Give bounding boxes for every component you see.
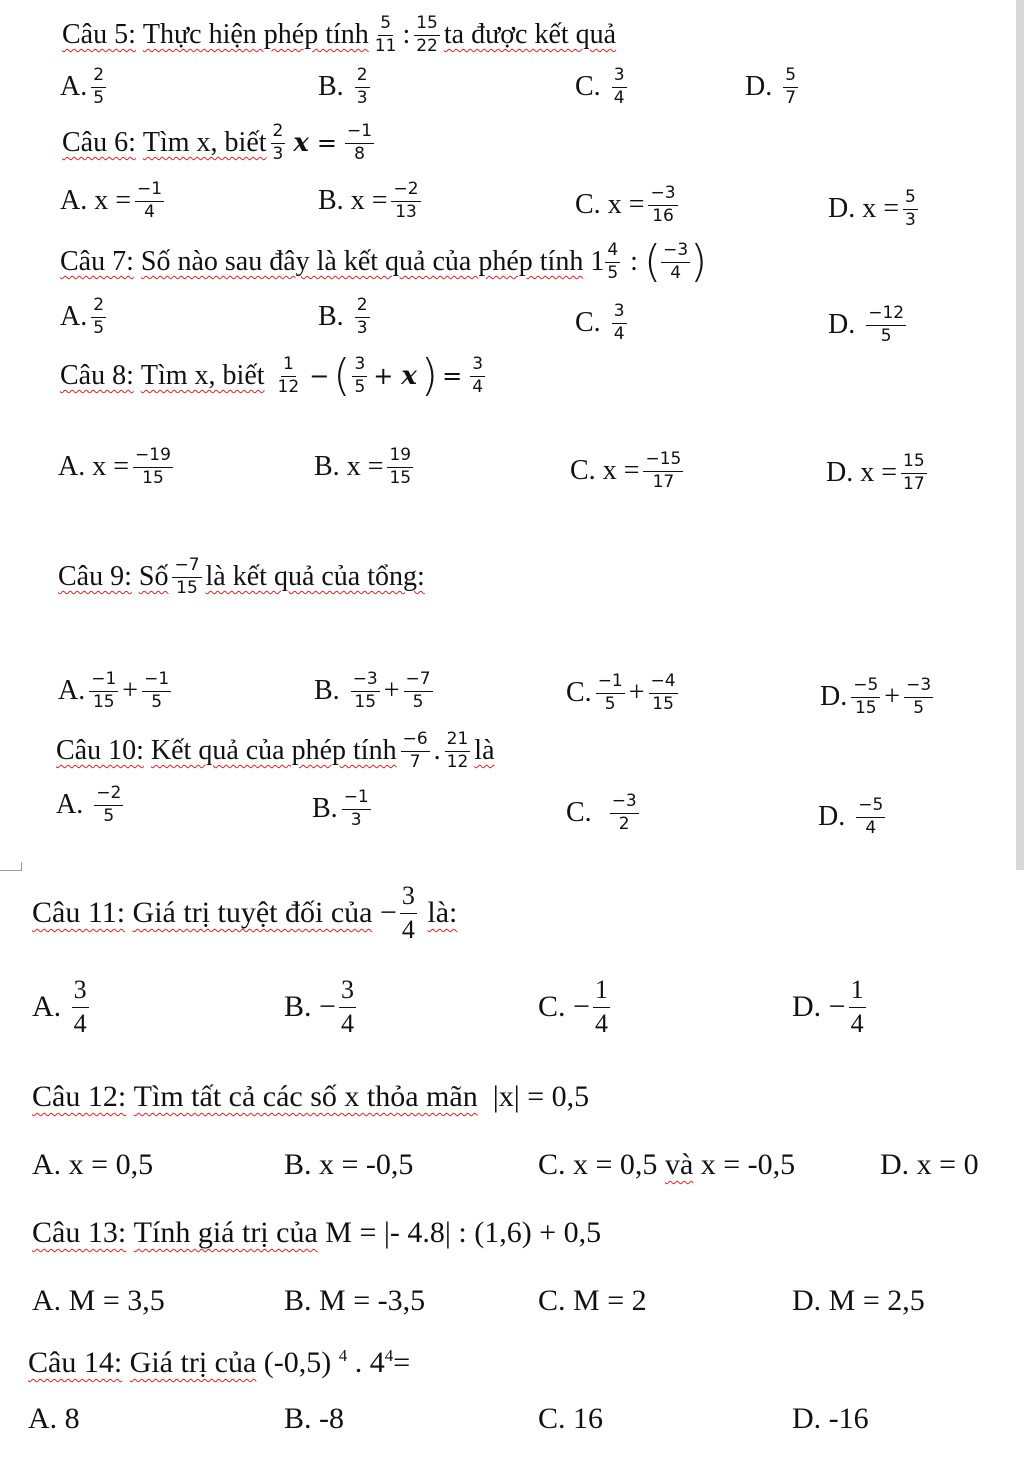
question-text: Số nào sau đây là kết quả của phép tính <box>140 246 584 277</box>
option-b[interactable]: B. 2 3 <box>318 295 368 338</box>
option-a[interactable]: A. M = 3,5 <box>32 1284 165 1317</box>
mixed-number: 1 4 5 <box>590 239 619 283</box>
question-13 <box>32 1216 601 1250</box>
page-edge-rule <box>1016 0 1024 870</box>
question-text-tail: ta được kết quả <box>443 19 617 51</box>
math-expression: (-0,5) $^4$ . $4^4=$ <box>263 1346 411 1379</box>
option-b[interactable]: B. −1 3 <box>312 787 369 830</box>
option-b[interactable]: B. − $\frac{3}{4}$ <box>284 975 354 1038</box>
question-label: Câu 9: <box>58 561 132 593</box>
option-d[interactable]: D. 5 7 <box>745 65 797 108</box>
option-b[interactable]: B. x = $\frac{19}{15}$ <box>314 445 412 488</box>
fraction: 2 3 <box>272 121 284 164</box>
option-d[interactable]: D. x = $\frac{5}{3}$ <box>828 187 916 230</box>
question-label: Câu 13: <box>32 1216 127 1249</box>
option-a[interactable]: A. −2 5 <box>56 783 122 826</box>
fraction: 15 22 <box>416 13 438 56</box>
fraction: $\frac{3}{4}$ <box>401 881 415 944</box>
option-d[interactable]: D. −12 5 <box>828 303 905 346</box>
section-break-mark-vertical <box>21 862 22 871</box>
question-6: Câu 6: Tìm x, biết 2 3 x = $\frac{-1}{8}$ <box>62 121 373 164</box>
option-a[interactable]: A. 3 4 <box>32 975 87 1038</box>
option-b[interactable]: B. -8 <box>284 1402 345 1435</box>
question-14 <box>28 1346 410 1380</box>
fraction: 5 11 <box>374 13 397 56</box>
option-a[interactable]: A. 2 5 <box>60 295 105 338</box>
option-c[interactable]: C. 16 <box>538 1402 604 1435</box>
question-8: Câu 8: Tìm x, biết 1 12 − ( 3 5 + x ) = $\frac{3}{4}$ <box>60 350 484 401</box>
question-7: Câu 7: Số nào sau đây là kết quả của phép tính 1 4 5 : ( −3 4 ) <box>60 236 708 287</box>
option-c[interactable]: C. x = $\frac{-15}{17}$ <box>570 449 682 492</box>
fraction: $\frac{3}{4}$ <box>472 353 484 397</box>
question-text: Giá trị của <box>129 1346 257 1379</box>
option-d[interactable]: D. −5 15 + $\frac{-3}{5}$ <box>820 675 932 718</box>
fraction: −6 7 <box>402 729 428 772</box>
question-label: Câu 14: <box>28 1346 123 1379</box>
question-10: Câu 10: Kết quả của phép tính −6 7 . 21 12 là <box>56 729 495 772</box>
option-c[interactable]: C. 3 4 <box>575 301 625 344</box>
question-label: Câu 5: <box>62 19 136 51</box>
question-text-tail: là kết quả của tổng: <box>205 561 425 593</box>
option-d[interactable]: D. −5 4 <box>818 795 884 838</box>
question-label: Câu 8: <box>60 360 134 391</box>
question-label: Câu 7: <box>60 246 134 277</box>
option-c[interactable]: C. − $\frac{1}{4}$ <box>538 975 608 1038</box>
fraction: 21 12 <box>446 729 469 772</box>
question-text: Giá trị tuyệt đối của <box>132 896 373 930</box>
variable-x: x <box>293 128 309 159</box>
math-expression: M = |- 4.8| : (1,6) + 0,5 <box>325 1216 602 1249</box>
operator: : <box>402 19 411 51</box>
question-text-tail: là <box>474 735 495 767</box>
option-b[interactable]: B. x = -0,5 <box>284 1148 414 1181</box>
option-a[interactable]: A. x = $\frac{-19}{15}$ <box>58 445 171 488</box>
option-c[interactable]: C. 3 4 <box>575 65 625 108</box>
option-b[interactable]: B. 2 3 <box>318 65 368 108</box>
option-d[interactable]: D. -16 <box>792 1402 869 1435</box>
question-text: Số <box>138 561 169 593</box>
question-text: Tính giá trị của <box>133 1216 318 1249</box>
option-a[interactable]: A. 8 <box>28 1402 80 1435</box>
option-d[interactable]: D. − $\frac{1}{4}$ <box>792 975 864 1038</box>
question-text: Tìm x, biết <box>142 127 267 159</box>
fraction: −7 15 <box>174 555 200 598</box>
question-5 <box>62 14 616 56</box>
question-text: Kết quả của phép tính <box>150 735 397 767</box>
question-label: Câu 12: <box>32 1080 127 1113</box>
option-d[interactable]: D. x = 0 <box>880 1148 979 1181</box>
option-c[interactable]: C. −3 2 <box>566 791 637 834</box>
option-d[interactable]: D. M = 2,5 <box>792 1284 925 1317</box>
question-text: Tìm x, biết <box>140 360 265 391</box>
question-text-tail: là: <box>427 896 458 930</box>
question-text: Tìm tất cả các số x thỏa mãn <box>133 1080 478 1113</box>
question-label: Câu 11: <box>32 896 126 930</box>
option-b[interactable]: B. M = -3,5 <box>284 1284 426 1317</box>
option-c[interactable]: C. x = $\frac{-3}{16}$ <box>575 183 676 226</box>
option-a[interactable]: A. x = $\frac{-1}{4}$ <box>60 179 163 222</box>
question-9 <box>58 556 425 598</box>
question-11: Câu 11: Giá trị tuyệt đối của − $\frac{3}{4}$ là: <box>32 881 458 944</box>
math-expression: |x| = 0,5 <box>492 1080 590 1113</box>
option-c[interactable]: C. M = 2 <box>538 1284 647 1317</box>
option-c[interactable]: C. −1 5 + $\frac{-4}{15}$ <box>566 671 676 714</box>
option-c[interactable]: C. x = 0,5 và x = -0,5 <box>538 1148 796 1181</box>
section-break-mark <box>0 870 22 871</box>
option-b[interactable]: B. −3 15 + $\frac{-7}{5}$ <box>314 669 431 712</box>
option-b[interactable]: B. x = $\frac{-2}{13}$ <box>318 179 419 222</box>
option-d[interactable]: D. x = $\frac{15}{17}$ <box>826 451 925 494</box>
question-12 <box>32 1080 589 1114</box>
option-a[interactable]: A. x = 0,5 <box>32 1148 154 1181</box>
question-label: Câu 6: <box>62 127 136 159</box>
question-label: Câu 10: <box>56 735 144 767</box>
question-text: Thực hiện phép tính <box>142 19 369 51</box>
option-a[interactable]: A. −1 15 + $\frac{-1}{5}$ <box>58 669 170 712</box>
option-a[interactable]: A. 2 5 <box>60 65 105 108</box>
fraction: $\frac{-1}{8}$ <box>347 121 373 164</box>
fraction: 1 12 <box>277 353 300 397</box>
